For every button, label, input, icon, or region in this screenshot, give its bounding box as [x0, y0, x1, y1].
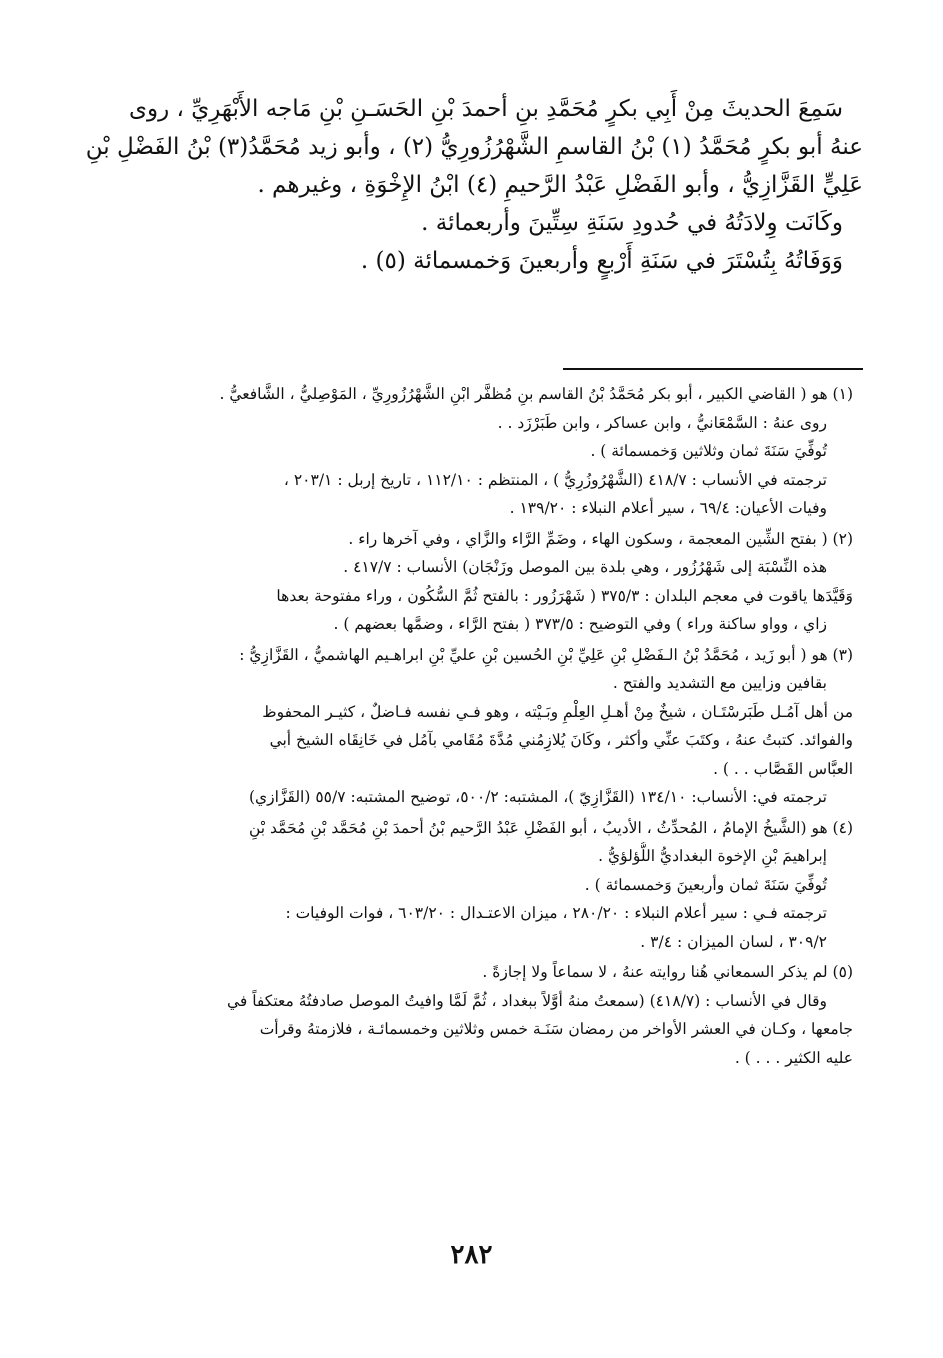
footnote-separator: [563, 368, 863, 370]
main-line: عَلِيٍّ القَزَّازِيُّ ، وأبو الفَضْلِ عَبْدُ الرَّحيمِ (٤) ابْنُ الإِخْوَةِ ، وغيرهم .: [257, 172, 863, 198]
footnote-line: تُوفِّيَ سَنَةَ ثمان وثلاثين وَخمسمائة ) .: [590, 442, 827, 460]
main-text: [83, 90, 863, 280]
footnote-line: بقافين وزايين مع التشديد والفتح .: [612, 674, 827, 692]
footnote-line: إبراهيمَ بْنِ الإخوة البغداديُّ اللُّؤلؤيُّ .: [598, 847, 827, 865]
footnote-1: [83, 380, 853, 523]
footnote-line: هذه النِّسْبَة إلى شَهْرُزُور ، وهي بلدة بين الموصل وزَنْجَان) الأنساب : ٤١٧/٧ .: [343, 558, 827, 576]
footnotes: [83, 380, 853, 1074]
footnote-line: وقال في الأنساب : (٤١٨/٧) (سمعتُ منهُ أوَّلاً ببغداد ، ثُمَّ لَمَّا وافيتُ الموصل صادفتُهُ معتكفاً في: [226, 991, 827, 1010]
footnote-2: [83, 525, 853, 639]
footnote-line: (١) هو ( القاضي الكبير ، أبو بكر مُحَمَّدُ بْنُ القاسم بنِ مُظفَّر ابْنِ الشَّهْرُزُورِيِّ ، المَوْصِليُّ ، الشَّافعيُّ .: [219, 385, 853, 403]
footnote-line: ترجمته في الأنساب : ٤١٨/٧ (الشَّهْرُوزُرِيُّ ) ، المنتظم : ١١٢/١٠ ، تاريخ إربل : ٢٠٣/١ ،: [283, 470, 827, 489]
footnote-line: من أهل آمُـل طَبَرسْتَـان ، شيخٌ مِنْ أهـلِ العِلْمِ وبَـيْته ، وهو فـي نفسه فـاضلٌ ، كثيـر المحفوظ: [262, 702, 853, 721]
footnote-line: وَقَيَّدَها ياقوت في معجم البلدان : ٣٧٥/٣ ( شَهْرَزُور : بالفتح ثُمَّ السُّكُون ، وراء مفتوحة بعدها: [276, 586, 853, 605]
footnote-line: (٣) هو ( أبو زَيد ، مُحَمَّدُ بْنُ الـفَضْلِ بْنِ عَلِيِّ بْنِ الحُسين بْنِ عليِّ بْنِ ابراهـيم الهاشميُّ ، القَزَّازِيُّ :: [239, 645, 853, 664]
main-line: سَمِعَ الحديثَ مِنْ أَبِي بكرٍ مُحَمَّدِ بنِ أحمدَ بْنِ الحَسَـنِ بْنِ مَاجه الأَبْهَرِيِّ ، روى: [128, 96, 843, 122]
footnote-line: زاي ، وواو ساكنة وراء ) وفي التوضيح : ٣٧٣/٥ ( بفتح الرَّاء ، وضمَّها بعضهم ) .: [333, 615, 827, 633]
footnote-line: جامعها ، وكـان في العشر الأواخر من رمضان سَنَـة خمس وثلاثين وخمسمائـة ، فلازمتهُ وقرأت: [259, 1020, 853, 1038]
footnote-line: ٣٠٩/٢ ، لسان الميزان : ٣/٤ .: [640, 932, 827, 951]
birth-line: وكَانَت وِلادَتُهُ في حُدودِ سَنَةِ سِتِّينَ وأربعمائة .: [421, 210, 843, 236]
footnote-5: [83, 958, 853, 1072]
death-line: وَوَفَاتُهُ بِتُسْتَرَ في سَنَةِ أَرْبعٍ وأربعينَ وَخمسمائة (٥) .: [360, 248, 843, 274]
footnote-4: [83, 814, 853, 957]
footnote-line: ترجمته فـي : سير أعلام النبلاء : ٢٨٠/٢٠ ، ميزان الاعتـدال : ٦٠٣/٢٠ ، فوات الوفيات :: [285, 904, 827, 922]
footnote-line: (٤) هو (الشَّيخُ الإمامُ ، المُحدِّثُ ، الأديبُ ، أبو الفَضْلِ عَبْدُ الرَّحيم بْنُ أحمدَ بْنِ مُحَمَّد بْنِ مُحَمَّد بْنِ: [248, 818, 853, 837]
footnote-line: (٥) لم يذكر السمعاني هُنا روايته عنهُ ، لا سماعاً ولا إجازةً .: [482, 963, 853, 981]
footnote-3: [83, 641, 853, 812]
main-line: عنهُ أبو بكرٍ مُحَمَّدُ (١) بْنُ القاسمِ الشَّهْرُزُورِيُّ (٢) ، وأبو زيد مُحَمَّدُ(٣) بْنُ الفَضْلِ بْنِ: [85, 134, 863, 160]
footnote-line: (٢) ( بفتح الشِّين المعجمة ، وسكون الهاء ، وضَمِّ الرَّاء والزَّاي ، وفي آخرها راء .: [348, 529, 853, 548]
footnote-line: والفوائد. كتبتُ عنهُ ، وكتَبَ عنِّي وأكثر ، وكَانَ يُلازِمُني مُدَّةَ مُقَامي بآمُل في خَانِقَاه الشيخ أبي: [269, 731, 853, 749]
footnote-line: روى عنهُ : السَّمْعَانيُّ ، وابن عساكر ، وابن طَبَرْزَد . .: [497, 413, 827, 432]
footnote-line: عليه الكثير . . . ) .: [734, 1048, 853, 1067]
footnote-line: تُوفِّيَ سَنَةَ ثمان وأربعينَ وَخمسمائة ) .: [584, 875, 827, 894]
footnote-line: ترجمته في: الأنساب: ١٣٤/١٠ (القَزَّازِيّ )، المشتبه: ٥٠٠/٢، توضيح المشتبه: ٥٥/٧ (القَزَّازي): [248, 788, 827, 806]
page-number: ٢٨٢: [450, 1240, 493, 1270]
footnote-line: وفيات الأعيان: ٦٩/٤ ، سير أعلام النبلاء : ١٣٩/٢٠ .: [509, 499, 827, 517]
footnote-line: العبَّاس القَصَّاب . . ) .: [713, 759, 853, 778]
